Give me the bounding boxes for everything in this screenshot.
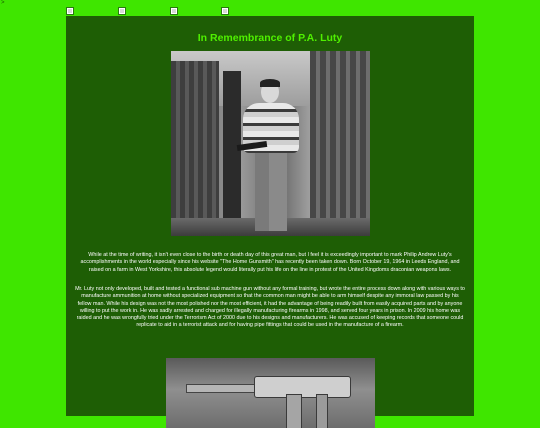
broken-image-icon[interactable] [170, 7, 178, 15]
biography-paragraph: Mr. Luty not only developed, built and tested a functional sub machine gun without any formal training, but wrote the entire process down along with various ways to manufacture ammunition at home without specialized equipment so that the common man might be able to arm himself despite any immoral law passed by his fellow man. While his design was not the most polished nor the most efficient, it had the advantage of being readily built from easily acquired parts and by anyone willing to put the work in. He was sadly arrested and charged for illegally manufacturing firearms in 1998, and served four years in prison. In 2009 his home was raided and he was wrongfully tried under the Terrorism Act of 2000 due to his designs and manufacturers. He was accused of keeping records that someone could replicate to aid in a terrorist attack and for having pipe fittings that could be used in the manufacture of a firearm. [75, 286, 465, 329]
broken-image-icon[interactable] [66, 7, 74, 15]
corner-mark: > [1, 0, 5, 6]
broken-image-icon[interactable] [118, 7, 126, 15]
broken-image-icon[interactable] [221, 7, 229, 15]
portrait-photo [171, 51, 370, 236]
submachine-gun-photo [166, 358, 375, 428]
intro-paragraph: While at the time of writing, it isn't even close to the birth or death day of this great man, but I feel it is exceedingly important to mark Philip Andrew Luty's accomplishments in the world especially since his website "The Home Gunsmith" has recently been taken down. Born October 19, 1964 in Leeds England, and raised on a farm in West Yorkshire, this absolute legend would literally put his life on the line in protest of the United Kingdoms draconian weapons laws. [80, 252, 460, 273]
page-title: In Remembrance of P.A. Luty [197, 32, 343, 44]
content-panel [66, 16, 474, 416]
